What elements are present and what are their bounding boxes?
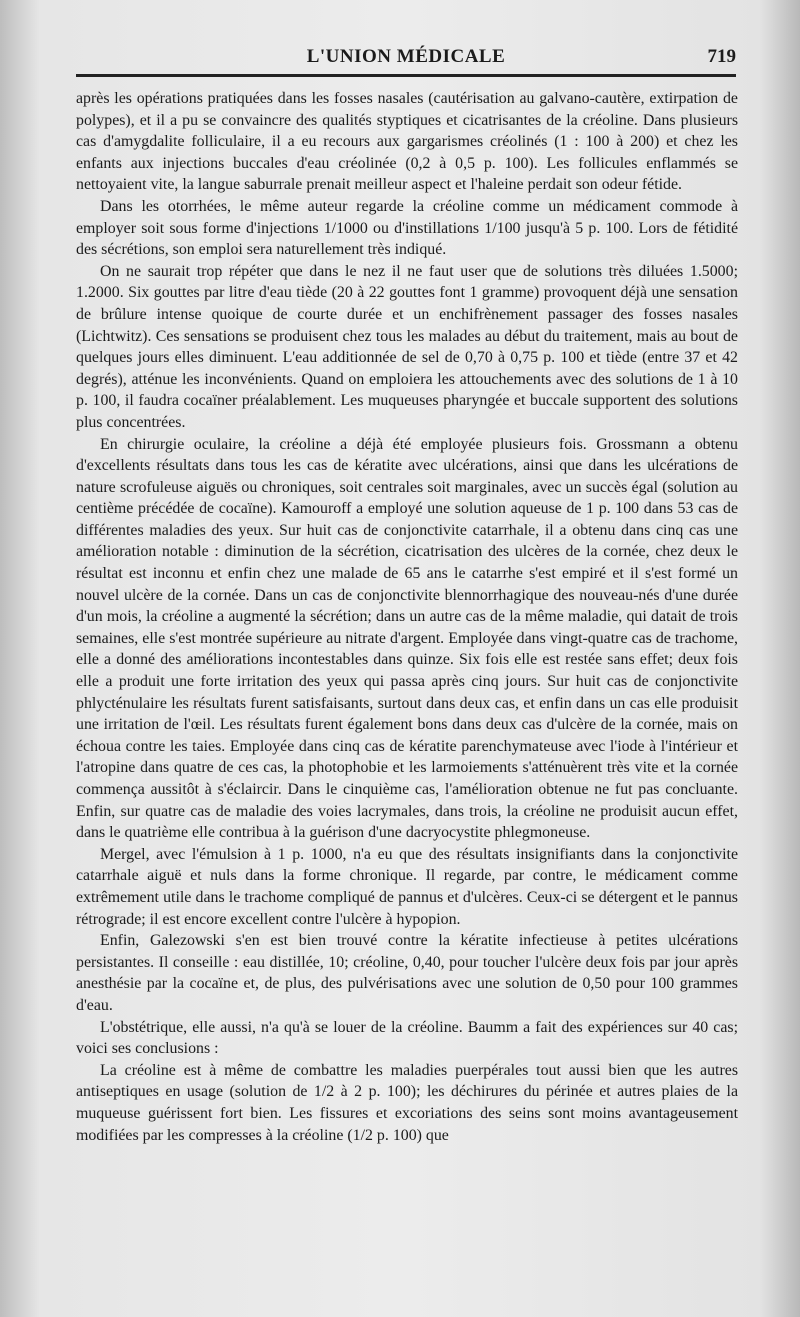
paragraph: La créoline est à même de combattre les maladies puerpérales tout aussi bien que les autres antiseptiques en usage (solution de 1/2 à 2 p. 100); les déchirures du périnée et autres plaies de la muqueuse guérissent fort bien. Les fissures et excoriations des seins sont moins avantageusement modifiées par les compresses à la créoline (1/2 p. 100) que [76,1061,738,1144]
paragraph: Enfin, Galezowski s'en est bien trouvé contre la kératite infectieuse à petites ulcérations persistantes. Il conseille : eau distillée, 10; créoline, 0,40, pour toucher l'ulcère deux fois par jour après anesthésie par la cocaïne et, de plus, des pulvérisations avec une solution de 0,50 pour 100 grammes d'eau. [76,932,738,1014]
article-body [76,88,738,1146]
paragraph: Dans les otorrhées, le même auteur regarde la créoline comme un médicament commode à employer soit sous forme d'injections 1/1000 ou d'instillations 1/100 jusqu'à 5 p. 100. Lors de fétidité des sécrétions, son emploi sera naturellement très indiqué. [76,197,738,259]
page-number: 719 [707,46,736,67]
paragraph: L'obstétrique, elle aussi, n'a qu'à se louer de la créoline. Baumm a fait des expériences sur 40 cas; voici ses conclusions : [76,1018,738,1058]
paragraph: Mergel, avec l'émulsion à 1 p. 1000, n'a eu que des résultats insignifiants dans la conjonctivite catarrhale aiguë et nuls dans la forme chronique. Il regarde, par contre, le médicament comme extrêmement utile dans le trachome compliqué de pannus et d'ulcères. Ceux-ci se détergent et le pannus rétrograde; il est encore excellent contre l'ulcère à hypopion. [76,845,738,928]
paragraph: En chirurgie oculaire, la créoline a déjà été employée plusieurs fois. Grossmann a obtenu d'excellents résultats dans tous les cas de kératite avec ulcérations, ainsi que dans les ulcérations de nature scrofuleuse aiguës ou chroniques, soit centrales soit marginales, avec un succès égal (solution au centième précédée de cocaïne). Kamouroff a employé une solution aqueuse de 1 p. 100 dans 53 cas de différentes maladies des yeux. Sur huit cas de conjonctivite catarrhale, il a obtenu dans cinq cas une amélioration notable : diminution de la sécrétion, cicatrisation des ulcères de la cornée, chez deux le résultat est inconnu et enfin chez une malade de 65 ans le catarrhe s'est empiré et il s'est formé un nouvel ulcère de la cornée. Dans un cas de conjonctivite blennorrhagique des nouveau-nés d'une durée d'un mois, la créoline a augmenté la sécrétion; dans un autre cas de la même maladie, qui datait de trois semaines, elle s'est montrée supérieure au nitrate d'argent. Employée dans vingt-quatre cas de trachome, elle a donné des améliorations incontestables dans quinze. Six fois elle est restée sans effet; deux fois elle a produit une forte irritation des yeux qui passa après cinq jours. Sur huit cas de conjonctivite phlycténulaire les résultats furent satisfaisants, surtout dans deux cas, et enfin dans un cas elle produisit une irritation de l'œil. Les résultats furent également bons dans deux cas d'ulcère de la cornée, mais on échoua contre les taies. Employée dans cinq cas de kératite parenchymateuse avec l'iode à l'intérieur et l'atropine dans quatre de ces cas, la photophobie et les larmoiements s'atténuèrent très vite et la cornée commença aussitôt à s'éclaircir. Dans le cinquième cas, l'amélioration obtenue ne fut pas concluante. Enfin, sur quatre cas de maladie des voies lacrymales, dans trois, la créoline ne produisit aucun effet, dans le quatrième elle contribua à la guérison d'une dacryocystite phlegmoneuse. [76,435,738,842]
header-rule [76,74,736,77]
running-header [76,44,736,76]
paragraph: On ne saurait trop répéter que dans le nez il ne faut user que de solutions très diluées 1.5000; 1.2000. Six gouttes par litre d'eau tiède (20 à 22 gouttes font 1 gramme) provoquent déjà une sensation de brûlure intense quoique de courte durée et un enchifrènement passager des fosses nasales (Lichtwitz). Ces sensations se produisent chez tous les malades au début du traitement, mais au bout de quelques jours elles diminuent. L'eau additionnée de sel de 0,70 à 0,75 p. 100 et tiède (entre 37 et 42 degrés), atténue les inconvénients. Quand on emploiera les attouchements avec des solutions de 1 à 10 p. 100, il faudra cocaïner préalablement. Les muqueuses pharyngée et buccale supportent des solutions plus concentrées. [76,262,738,431]
paragraph: après les opérations pratiquées dans les fosses nasales (cautérisation au galvano-cautère, extirpation de polypes), et il a pu se convaincre des qualités styptiques et cicatrisantes de la créoline. Dans plusieurs cas d'amygdalite folliculaire, il a eu recours aux gargarismes créolinés (1 : 100 à 200) et chez les enfants aux injections buccales d'eau créolinée (0,2 à 0,5 p. 100). Les follicules enflammés se nettoyaient vite, la langue saburrale prenait meilleur aspect et l'haleine perdait son odeur fétide. [76,90,738,194]
journal-title: L'UNION MÉDICALE [306,46,506,67]
